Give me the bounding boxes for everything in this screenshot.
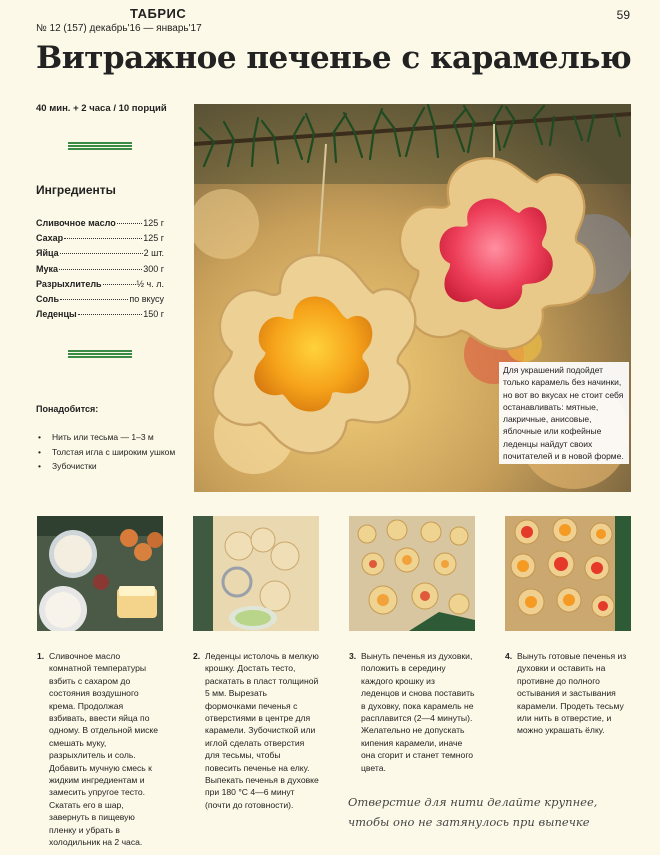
divider [68, 350, 132, 357]
ingredients-list [36, 218, 164, 324]
step-photo-1 [37, 516, 163, 631]
ingredient-row: Леденцы 150 г [36, 309, 164, 320]
step-3 [349, 650, 475, 774]
step-number: 4. [505, 651, 513, 661]
step-photo-4 [505, 516, 631, 631]
step-photo-3 [349, 516, 475, 631]
step-2 [193, 650, 319, 811]
magazine-brand: ТАБРИС [130, 6, 187, 21]
list-item: • Нить или тесьма — 1–3 м [36, 432, 176, 444]
needed-title: Понадобится: [36, 404, 99, 414]
step-number: 3. [349, 651, 357, 661]
list-item: • Зубочистки [36, 461, 176, 473]
step-1 [37, 650, 163, 849]
step-text: Вынуть готовые печенья из духовки и оставить на противне до полного остывания и застывания карамели. Продеть тесьму или нить в отверстие, и можно украшать ёлку. [517, 651, 627, 736]
needed-list [36, 432, 176, 476]
ingredient-row: Сливочное масло 125 г [36, 218, 164, 228]
step-4 [505, 650, 631, 737]
step-text: Вынуть печенья из духовки, положить в середину каждого крошку из леденцов и снова поставить в духовку, пока карамель не расплавится (2—4 минуты). Желательно не допускать кипения карамели, иначе она сгорит и станет темного цвета. [361, 651, 475, 773]
page-number: 59 [616, 8, 630, 22]
ingredients-title: Ингредиенты [36, 183, 116, 197]
callout-tip: Для украшений подойдет только карамель без начинки, но вот во вкусах не стоит себя останавливать: мятные, лакричные, анисовые, яблочные или кофейные леденцы найдут своих почитателей и в новой форме. [499, 362, 629, 464]
ingredient-row: Сахар 125 г [36, 233, 164, 244]
ingredient-row: Соль по вкусу [36, 293, 164, 304]
ingredient-row: Яйца 2 шт. [36, 248, 164, 259]
issue-line: № 12 (157) декабрь'16 — январь'17 [36, 23, 202, 34]
step-text: Леденцы истолочь в мелкую крошку. Достать тесто, раскатать в пласт толщиной 5 мм. Вырезать формочками печенья с отверстиями в центре для карамели. Зубочисткой или иглой сделать отверстия для тесьмы, чтобы повесить печенье на елку. Выпекать печенья в духовке при 180 °C 4—6 минут (почти до готовности). [205, 651, 319, 810]
step-photo-2 [193, 516, 319, 631]
divider [68, 142, 132, 149]
step-number: 2. [193, 651, 201, 661]
list-item: • Толстая игла с широким ушком [36, 447, 176, 459]
step-number: 1. [37, 651, 45, 661]
ingredient-row: Мука 300 г [36, 263, 164, 274]
handwritten-note: Отверстие для нити делайте крупнее, чтобы оно не затянулось при выпечке [348, 795, 598, 829]
step-text: Сливочное масло комнатной температуры взбить с сахаром до состояния воздушного крема. Продолжая взбивать, ввести яйца по одному. В отдельной миске смешать муку, разрыхлитель и соль. Добавить мучную смесь к жидким ингредиентам и замесить упругое тесто. Скатать его в шар, завернуть в пищевую пленку и убрать в холодильник на 2 часа. [49, 651, 159, 848]
recipe-title: Витражное печенье с карамелью [36, 40, 632, 76]
ingredient-row: Разрыхлитель ½ ч. л. [36, 278, 164, 289]
recipe-meta: 40 мин. + 2 часа / 10 порций [36, 103, 167, 114]
